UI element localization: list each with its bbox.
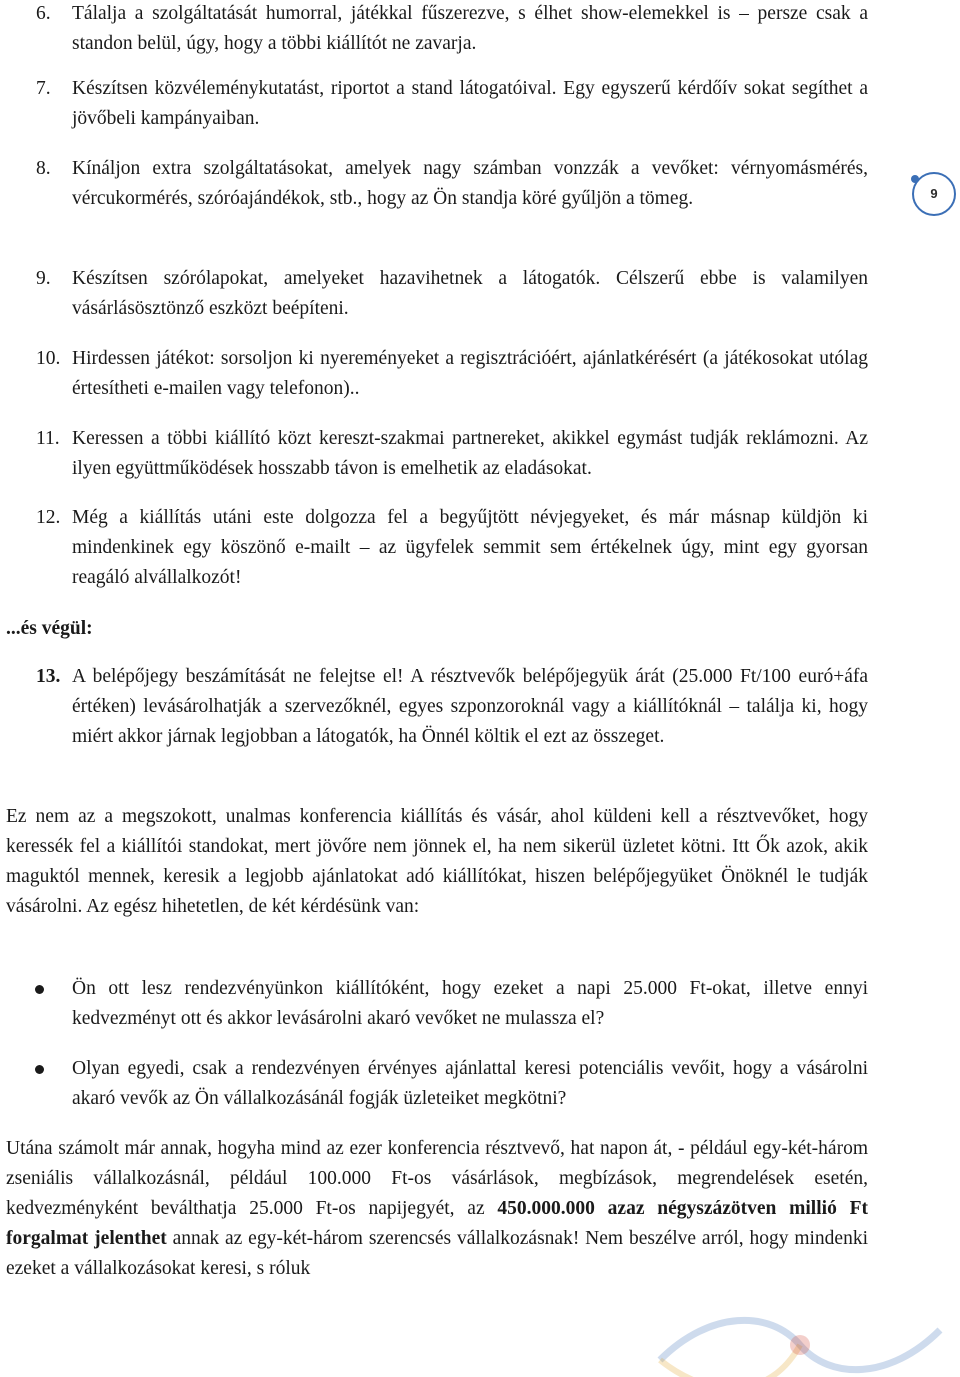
list-item-11 [36,424,868,484]
bullet-text: Olyan egyedi, csak a rendezvényen érvényes ajánlattal keresi potenciális vevőit, hogy a vásárolni akaró vevők az Ön vállalkozásánál fogják üzleteiket megkötni? [72,1058,868,1109]
list-text: Hirdessen játékot: sorsoljon ki nyereményeket a regisztrációért, ajánlatkérésért (a játékosokat utólag értesítheti e-mailen vagy telefonon).. [72,348,868,399]
list-text: Tálalja a szolgáltatását humorral, játékkal fűszerezve, s élhet show-elemekkel is – persze csak a standon belül, úgy, hogy a többi kiállítót ne zavarja. [72,3,868,54]
page-number-badge [912,172,956,216]
list-text: Még a kiállítás utáni este dolgozza fel a begyűjtött névjegyeket, és már másnap küldjön ki mindenkinek egy köszönő e-mailt – az ügyfelek semmit sem értékelnek úgy, mint egy gyorsan reagáló alvállalkozót! [72,507,868,588]
list-number: 6. [36,3,51,24]
page-number: 9 [930,186,938,201]
list-number: 10. [36,348,61,369]
paragraph-calculation [6,1134,868,1284]
list-number: 7. [36,78,51,99]
list-item-6 [36,0,868,59]
list-number: 8. [36,158,51,179]
highlight-amount: 450.000.000 azaz négyszázötven millió Ft forgalmat jelenthet [6,1198,868,1249]
paragraph-intro: Ez nem az a megszokott, unalmas konferencia kiállítás és vásár, ahol küldeni kell a résztvevőket, hogy keressék fel a kiállítói standokat, mert jövőre nem jönnek el, ha nem sikerül üzletet kötni. Itt Ők azok, akik maguktól mennek, keresik a legjobb ajánlatokat adó kiállítókat, hiszen belépőjegyüket Önöknél le tudják vásárolni. Az egész hihetetlen, de két kérdésünk van: [6,806,868,917]
list-number: 9. [36,268,51,289]
list-text: Készítsen szórólapokat, amelyeket hazavihetnek a látogatók. Célszerű ebbe is valamilyen vásárlásösztönző eszközt beépíteni. [72,268,868,319]
list-item-10 [36,344,868,404]
bullet-item-1 [34,974,868,1034]
list-number: 11. [36,428,60,449]
list-item-7 [36,74,868,134]
bullet-item-2 [34,1054,868,1114]
paragraph-text: Utána számolt már annak, hogyha mind az ezer konferencia résztvevő, hat napon át, - például egy-két-három zseniális vállalkozásnál, például 100.000 Ft-os vásárlások, megbízások, megrendelések esetén, kedvezményként beválthatja 25.000 Ft-os napijegyét, az [6,1138,868,1219]
list-number: 13. [36,666,61,687]
list-text: Kínáljon extra szolgáltatásokat, amelyek nagy számban vonzzák a vevőket: vérnyomásmérés, vércukormérés, szóróajándékok, stb., hogy az Ön standja köré gyűljön a tömeg. [72,158,868,209]
list-item-13 [36,662,868,752]
section-heading: ...és végül: [6,618,93,639]
decorative-logo-graphic [620,1290,960,1377]
list-number: 12. [36,507,61,528]
list-text: A belépőjegy beszámítását ne felejtse el! A résztvevők belépőjegyük árát (25.000 Ft/100 euró+áfa értéken) levásárolhatják a szervezőknél, egyes szponzoroknál vagy a kiállítóknál – találja ki, hogy miért akkor járnak legjobban a látogatók, ha Önnél költik el ezt az összeget. [72,666,868,747]
list-text: Keressen a többi kiállító közt kereszt-szakmai partnereket, akikkel egymást tudják reklámozni. Az ilyen együttműködések hosszabb távon is emelhetik az eladásokat. [72,428,868,479]
list-item-8 [36,154,868,214]
list-text: Készítsen közvéleménykutatást, riportot a stand látogatóival. Egy egyszerű kérdőív sokat segíthet a jövőbeli kampányaiban. [72,78,868,129]
bullet-text: Ön ott lesz rendezvényünkon kiállítóként, hogy ezeket a napi 25.000 Ft-okat, illetve ennyi kedvezményt ott és akkor levásárolni akaró vevőket ne mulassza el? [72,978,868,1029]
list-item-12 [36,503,868,593]
list-item-9 [36,264,868,324]
paragraph-text: annak az egy-két-három szerencsés vállalkozásnak! Nem beszélve arról, hogy mindenki ezeket a vállalkozásokat keresi, s róluk [6,1228,868,1279]
